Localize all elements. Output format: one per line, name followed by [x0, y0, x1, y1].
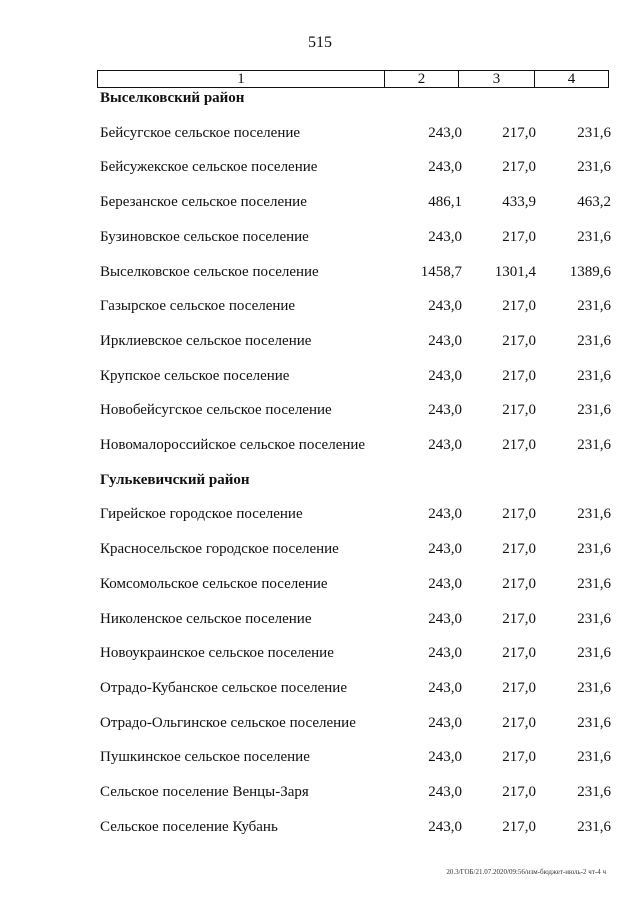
value-col-3: 217,0 — [502, 818, 536, 835]
table-row — [0, 506, 640, 526]
value-col-4: 231,6 — [577, 610, 611, 627]
value-col-2: 243,0 — [428, 784, 462, 800]
settlement-name: Сельское поселение Кубань — [100, 818, 278, 835]
table-row — [0, 576, 640, 596]
header-col-2: 2 — [384, 71, 458, 87]
settlement-name: Новомалороссийское сельское поселение — [100, 437, 366, 453]
settlement-name: Новобейсугское сельское поселение — [100, 402, 332, 419]
value-col-3: 217,0 — [502, 228, 536, 245]
section-title: Гулькевичский район — [100, 471, 250, 488]
value-col-3: 433,9 — [502, 194, 536, 211]
table-row — [0, 715, 640, 735]
value-col-4: 231,6 — [577, 159, 611, 176]
settlement-name: Отрадо-Кубанское сельское поселение — [100, 679, 347, 696]
value-col-4: 231,6 — [577, 818, 611, 835]
value-col-4: 231,6 — [577, 541, 611, 558]
value-col-4: 463,2 — [577, 194, 611, 211]
value-col-2: 243,0 — [428, 714, 462, 731]
settlement-name: Бейсужекское сельское поселение — [100, 159, 318, 176]
value-col-3: 217,0 — [502, 332, 536, 349]
settlement-name: Бузиновское сельское поселение — [100, 228, 309, 245]
table-header-row — [97, 70, 609, 88]
value-col-3: 217,0 — [502, 575, 536, 592]
table-row — [0, 125, 640, 145]
header-col-3: 3 — [458, 71, 534, 87]
value-col-3: 217,0 — [502, 784, 536, 800]
table-row — [0, 784, 640, 804]
value-col-2: 243,0 — [428, 541, 462, 558]
value-col-4: 231,6 — [577, 679, 611, 696]
value-col-3: 217,0 — [502, 541, 536, 558]
value-col-4: 231,6 — [577, 437, 611, 453]
table-row — [0, 749, 640, 769]
value-col-3: 1301,4 — [494, 263, 536, 280]
value-col-2: 486,1 — [428, 194, 462, 211]
value-col-2: 243,0 — [428, 124, 462, 141]
value-col-3: 217,0 — [502, 159, 536, 176]
value-col-3: 217,0 — [502, 298, 536, 315]
value-col-4: 1389,6 — [569, 263, 611, 280]
settlement-name: Новоукраинское сельское поселение — [100, 645, 334, 662]
value-col-2: 243,0 — [428, 228, 462, 245]
value-col-2: 243,0 — [428, 367, 462, 384]
settlement-name: Пушкинское сельское поселение — [100, 749, 310, 766]
value-col-3: 217,0 — [502, 645, 536, 662]
table-row — [0, 194, 640, 214]
value-col-4: 231,6 — [577, 367, 611, 384]
settlement-name: Газырское сельское поселение — [100, 298, 296, 315]
value-col-4: 231,6 — [577, 714, 611, 731]
page-number: 515 — [308, 34, 332, 51]
value-col-4: 231,6 — [577, 749, 611, 766]
value-col-4: 231,6 — [577, 332, 611, 349]
value-col-2: 243,0 — [428, 818, 462, 835]
value-col-3: 217,0 — [502, 437, 536, 453]
value-col-4: 231,6 — [577, 645, 611, 662]
settlement-name: Березанское сельское поселение — [100, 194, 307, 211]
value-col-3: 217,0 — [502, 714, 536, 731]
value-col-4: 231,6 — [577, 228, 611, 245]
value-col-3: 217,0 — [502, 402, 536, 419]
value-col-2: 243,0 — [428, 332, 462, 349]
value-col-2: 243,0 — [428, 749, 462, 766]
value-col-2: 243,0 — [428, 575, 462, 592]
value-col-2: 243,0 — [428, 610, 462, 627]
table-row — [0, 541, 640, 561]
table-row — [0, 229, 640, 249]
settlement-name: Выселковское сельское поселение — [100, 263, 319, 280]
value-col-4: 231,6 — [577, 124, 611, 141]
settlement-name: Ирклиевское сельское поселение — [100, 332, 312, 349]
table-row — [0, 298, 640, 318]
value-col-3: 217,0 — [502, 749, 536, 766]
settlement-name: Гирейское городское поселение — [100, 506, 303, 523]
settlement-name: Сельское поселение Венцы-Заря — [100, 784, 309, 800]
settlement-name: Крупское сельское поселение — [100, 367, 290, 384]
value-col-4: 231,6 — [577, 298, 611, 315]
settlement-name: Бейсугское сельское поселение — [100, 124, 301, 141]
value-col-2: 243,0 — [428, 402, 462, 419]
value-col-2: 243,0 — [428, 437, 462, 453]
table-row — [0, 333, 640, 353]
value-col-2: 243,0 — [428, 298, 462, 315]
footer-stamp: 20.3/ГОБ/21.07.2020/09:56/изм-бюджет-июль-2 чт-4 ч — [446, 868, 606, 876]
value-col-4: 231,6 — [577, 575, 611, 592]
value-col-2: 1458,7 — [420, 263, 462, 280]
table-row — [0, 645, 640, 665]
section-title: Выселковский район — [100, 90, 245, 106]
value-col-2: 243,0 — [428, 159, 462, 176]
table-row — [0, 159, 640, 179]
table-row — [0, 402, 640, 422]
value-col-2: 243,0 — [428, 645, 462, 662]
header-col-1: 1 — [237, 71, 245, 87]
value-col-3: 217,0 — [502, 124, 536, 141]
value-col-3: 217,0 — [502, 367, 536, 384]
table-row — [0, 264, 640, 284]
value-col-4: 231,6 — [577, 506, 611, 523]
settlement-name: Отрадо-Ольгинское сельское поселение — [100, 714, 356, 731]
header-col-4: 4 — [534, 71, 608, 87]
table-row — [0, 437, 640, 457]
table-row — [0, 680, 640, 700]
settlement-name: Комсомольское сельское поселение — [100, 575, 328, 592]
value-col-3: 217,0 — [502, 679, 536, 696]
value-col-3: 217,0 — [502, 506, 536, 523]
value-col-2: 243,0 — [428, 679, 462, 696]
value-col-2: 243,0 — [428, 506, 462, 523]
table-row — [0, 819, 640, 839]
value-col-4: 231,6 — [577, 784, 611, 800]
table-row — [0, 368, 640, 388]
value-col-4: 231,6 — [577, 402, 611, 419]
table-row — [0, 611, 640, 631]
settlement-name: Красносельское городское поселение — [100, 541, 339, 558]
value-col-3: 217,0 — [502, 610, 536, 627]
settlement-name: Николенское сельское поселение — [100, 610, 312, 627]
